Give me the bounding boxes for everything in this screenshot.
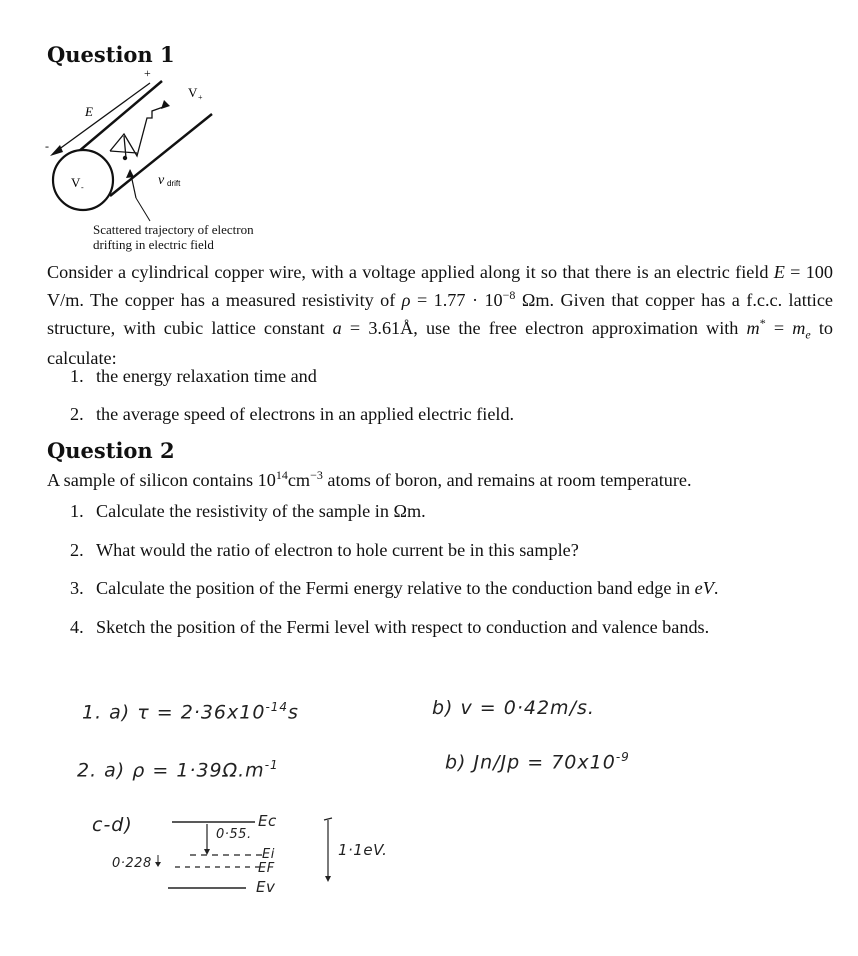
question-1-title: Question 1 [47,42,175,67]
band-label-gap-small: 0·55. [216,827,252,842]
trajectory-arrowhead [161,100,170,109]
answer-2a: 2. a) $\rho = 1\cdot 39\Omega.m^{-1}$ [77,758,279,782]
band-label-ei: Ei [262,847,275,862]
label-vdrift: v [158,173,165,188]
band-label-offset: 0·228 [112,856,152,871]
label-v-plus: V [188,85,198,100]
q1-item-1: 1. the energy relaxation time and [70,366,317,386]
q2-item-1: 1. Calculate the resistivity of the sample in Ωm. [70,501,426,521]
band-label-ev: Ev [256,878,276,896]
band-label-gap: 1·1eV. [338,841,388,859]
electron-trajectory [110,106,166,156]
label-v-plus-sub: + [198,93,203,102]
figure-caption-line-1: Scattered trajectory of electron [93,222,254,237]
answer-1a: 1. a) $\tau = 2\cdot 36x10^{-14}s$ [82,700,299,724]
electron-dot [123,156,127,160]
label-minus: - [45,139,49,153]
question-2-title: Question 2 [47,438,175,463]
answer-2b: b) $Jn/Jp = 70x10^{-9}$ [445,750,630,774]
label-plus: + [144,66,151,80]
field-arrow-line [58,83,150,150]
q1-item-2: 2. the average speed of electrons in an applied electric field. [70,404,515,424]
q2-item-3: 3. Calculate the position of the Fermi energy relative to the conduction band edge in eV. [70,578,719,598]
question-2-intro: A sample of silicon contains $10^{14}cm^{-3}$ atoms of boron, and remains at room temperature. [47,468,692,491]
figure-caption-line-2: drifting in electric field [93,237,214,252]
answer-cd-label: c-d) [92,814,133,836]
q2-item-4: 4. Sketch the position of the Fermi level with respect to conduction and valence bands. [70,617,710,637]
label-v-minus-sub: - [81,183,84,192]
label-vdrift-sub: drift [167,179,181,188]
label-v-minus: V [71,175,81,190]
q2-item-2: 2. What would the ratio of electron to hole current be in this sample? [70,540,579,560]
answer-1b: b) v = 0·42m/s. [432,697,595,719]
band-label-ef: EF [258,861,275,876]
field-arrowhead [50,145,63,156]
question-1-intro: Consider a cylindrical copper wire, with a voltage applied along it so that there is an electric field E = 100 V/m. The copper has a measured resistivity of $\rho = 1.77 \cdot 10^{-8}$ Ωm. Given that copper has a f.c.c. lattice structure, with cubic lattice constant a = 3.61Å, use the free electron approximation with $m^* = m_e$ to calculate: [47,262,834,368]
label-E: E [85,104,93,119]
band-label-ec: Ec [258,812,277,830]
wire-cross-section [53,150,113,210]
